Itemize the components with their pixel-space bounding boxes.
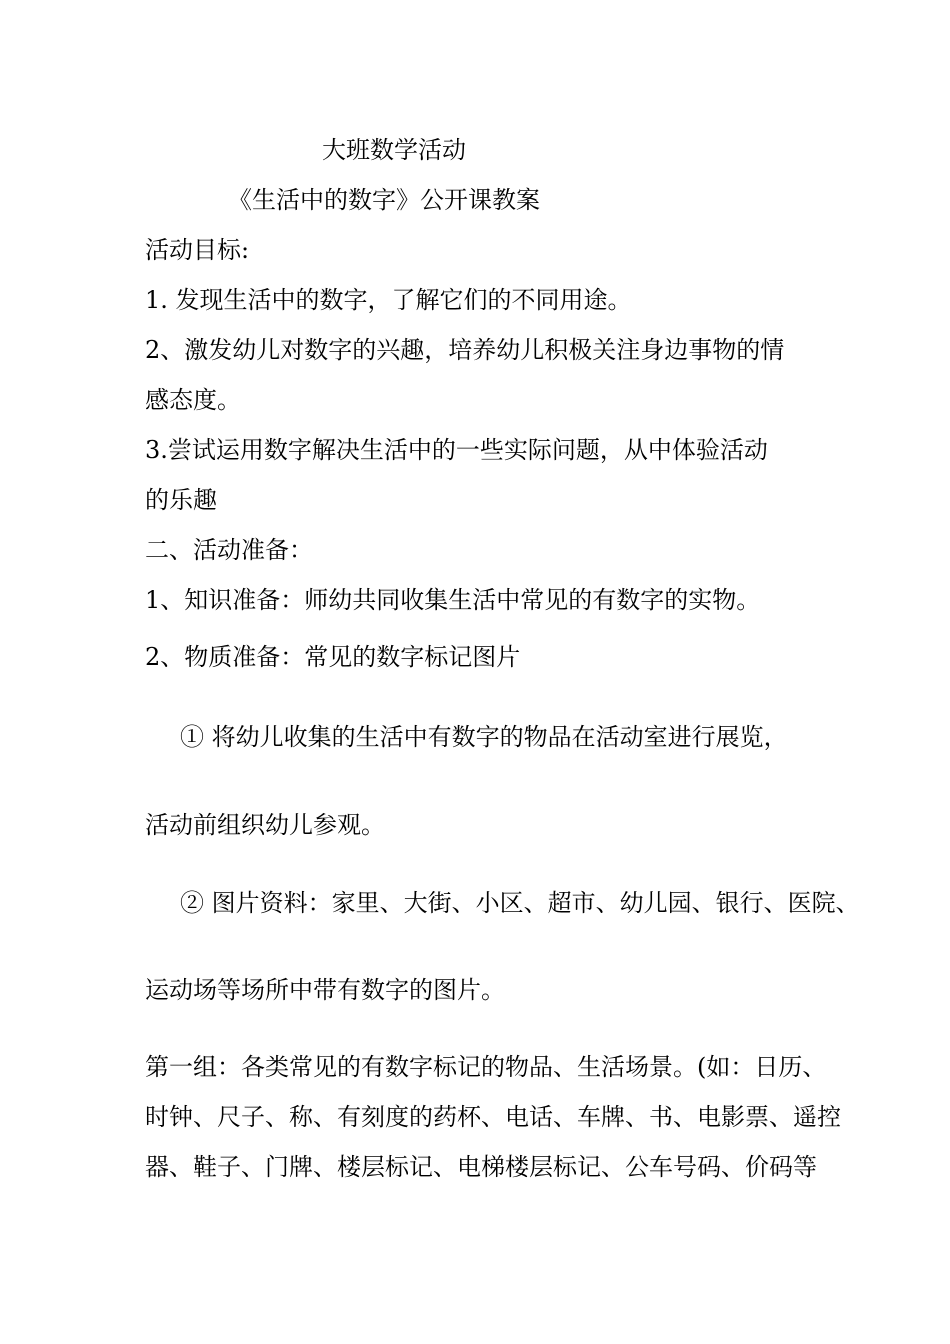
document-title: 大班数学活动 [322,136,466,164]
paragraph-line: 3.尝试运用数字解决生活中的一些实际问题，从中体验活动 [145,436,768,464]
document-subtitle: 《生活中的数字》公开课教案 [228,186,540,214]
paragraph-line: 活动前组织幼儿参观。 [145,811,385,839]
section-heading-goals: 活动目标: [145,236,250,264]
paragraph-line: 感态度。 [145,386,241,414]
paragraph-line: 1. 发现生活中的数字，了解它们的不同用途。 [145,286,632,314]
paragraph-line: 器、鞋子、门牌、楼层标记、电梯楼层标记、公车号码、价码等 [145,1153,817,1181]
paragraph-line: ② 图片资料：家里、大街、小区、超市、幼儿园、银行、医院、 [180,889,860,917]
paragraph-line: ① 将幼儿收集的生活中有数字的物品在活动室进行展览， [180,723,788,751]
paragraph-line: 运动场等场所中带有数字的图片。 [145,976,505,1004]
paragraph-line: 第一组：各类常见的有数字标记的物品、生活场景。(如：日历、 [145,1053,827,1081]
paragraph-line: 时钟、尺子、称、有刻度的药杯、电话、车牌、书、电影票、遥控 [145,1103,841,1131]
paragraph-line: 2、激发幼儿对数字的兴趣，培养幼儿积极关注身边事物的情 [145,336,785,364]
paragraph-line: 的乐趣 [145,486,217,514]
paragraph-line: 1、知识准备：师幼共同收集生活中常见的有数字的实物。 [145,586,761,614]
paragraph-line: 2、物质准备：常见的数字标记图片 [145,643,521,671]
section-heading-preparation: 二、活动准备： [145,536,313,564]
